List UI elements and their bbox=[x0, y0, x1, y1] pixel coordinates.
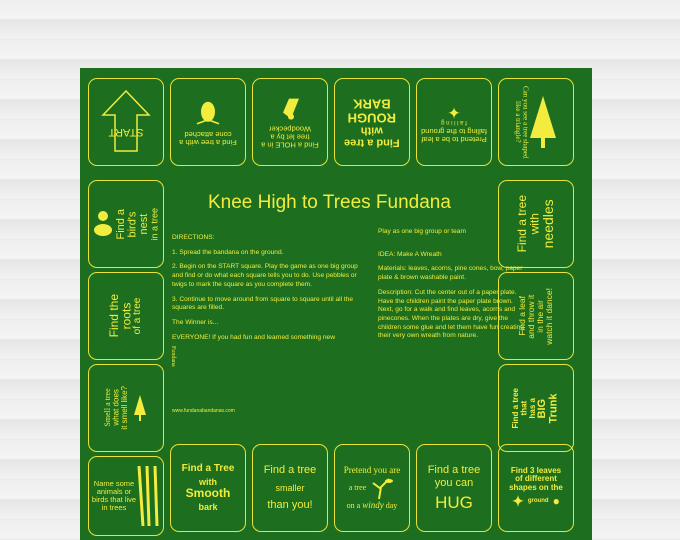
smooth-line2: with bbox=[198, 476, 217, 487]
hug-line1: Find a tree bbox=[427, 463, 481, 476]
leaf-dance-line4: watch it dance! bbox=[543, 287, 554, 345]
fundana-brand: Fundana bbox=[170, 346, 176, 367]
animals-text: Name some animals or birds that live in trees bbox=[91, 479, 137, 512]
acorn-icon: ● bbox=[552, 494, 560, 509]
triangle-tree-icon bbox=[528, 94, 558, 150]
square-triangle[interactable] bbox=[498, 78, 574, 166]
maple-leaf-icon: ✦ bbox=[512, 493, 524, 510]
hug-line3: HUG bbox=[435, 492, 473, 512]
hug-line2: you can bbox=[434, 477, 474, 490]
idea-heading: IDEA: Make A Wreath bbox=[378, 250, 442, 258]
rough-bark-line3: ROUGH bbox=[347, 110, 397, 126]
falling-text: f a l l i n g bbox=[441, 118, 467, 125]
square-big-trunk[interactable] bbox=[498, 364, 574, 452]
leaf-dance-line3: in the air bbox=[535, 299, 545, 333]
directions-winner: The Winner is... bbox=[172, 318, 219, 326]
leaf-fall-text: Pretend to be a leaf falling to the ground bbox=[421, 126, 487, 144]
woodpecker-text: Find a HOLE in a tree let by a Woodpecker bbox=[261, 125, 319, 150]
bird-nest-line4: in a tree bbox=[149, 207, 160, 241]
roots-line1: Find the bbox=[107, 294, 122, 338]
smooth-line1: Find a Tree bbox=[181, 463, 235, 475]
leaves3-line1: Find 3 leaves bbox=[510, 466, 562, 476]
square-smaller[interactable] bbox=[252, 444, 328, 532]
roots-line2: roots bbox=[119, 302, 134, 330]
small-tree-icon bbox=[132, 393, 148, 423]
windy-line3: on a bbox=[346, 501, 361, 510]
square-hug[interactable] bbox=[416, 444, 492, 532]
rough-bark-line4: BARK bbox=[353, 96, 391, 112]
directions-heading: DIRECTIONS: bbox=[172, 234, 215, 241]
square-windy[interactable] bbox=[334, 444, 410, 532]
idea-materials: Materials: leaves, acorns, pine cones, bow, paper plate & brown washable paint. bbox=[378, 265, 523, 282]
trunk-line1: Find a tree bbox=[510, 387, 520, 429]
bird-nest-line3: nest bbox=[138, 213, 151, 235]
rough-bark-line1: Find a tree bbox=[344, 136, 400, 149]
square-three-leaves[interactable] bbox=[498, 444, 574, 532]
square-cone[interactable] bbox=[170, 78, 246, 166]
idea-play: Play as one big group or team bbox=[378, 228, 466, 235]
rough-bark-line2: with bbox=[361, 124, 383, 137]
bird-nest-line1: Find a bbox=[114, 208, 127, 240]
square-bird-nest[interactable] bbox=[88, 180, 164, 268]
smaller-line1: Find a tree bbox=[263, 463, 317, 476]
trunk-line3: has a bbox=[527, 397, 537, 419]
idea-block bbox=[378, 228, 528, 347]
leaves3-line2: of different bbox=[515, 474, 557, 484]
directions-step2: 2. Begin on the START square. Play the game as one big group and find or do what each square tells you to do. Use pebbles or twigs to mark the square as you complete them. bbox=[172, 263, 358, 288]
needles-line1: Find a tree bbox=[515, 195, 530, 253]
square-start[interactable] bbox=[88, 78, 164, 166]
woodpecker-icon bbox=[275, 95, 305, 123]
bird-nest-icon bbox=[92, 204, 114, 244]
idea-description: Description: Cut the center out of a paper plate. Have the children paint the paper plate brown. Next, go for a walk and find leaves, acorns and pinecones. When the plates are dry, give the children some glue and let them have fun creating their very own wreath from nature. bbox=[378, 288, 524, 340]
windy-line5: day bbox=[385, 501, 398, 510]
square-rough-bark[interactable] bbox=[334, 78, 410, 166]
square-smell[interactable] bbox=[88, 364, 164, 452]
start-arrow-icon bbox=[93, 85, 159, 159]
website-text: www.fundanabandanas.com bbox=[172, 408, 235, 414]
windy-line1: Pretend you are bbox=[343, 464, 401, 475]
directions-step1: 1. Spread the bandana on the ground. bbox=[172, 248, 284, 256]
leaves3-line4: ground bbox=[527, 498, 549, 505]
windy-line4: windy bbox=[362, 500, 384, 510]
smell-line3: it smell like? bbox=[120, 386, 130, 430]
windy-line2: a tree bbox=[348, 482, 367, 492]
bandana-title: Knee High to Trees Fundana bbox=[208, 192, 451, 213]
leaf-dance-line1: Find a leaf bbox=[517, 296, 528, 336]
maple-leaf-icon: ✦ bbox=[447, 102, 461, 120]
windy-tree-icon bbox=[369, 475, 395, 501]
needles-line3: needles bbox=[540, 199, 557, 249]
smooth-line4: bark bbox=[198, 501, 218, 512]
needles-line2: with bbox=[527, 213, 542, 235]
smell-line1: Smell a tree bbox=[103, 388, 113, 428]
trunk-line4: BIG bbox=[536, 398, 549, 418]
directions-everyone: EVERYONE! If you had fun and learned something new bbox=[172, 333, 335, 341]
trunk-line2: that bbox=[519, 400, 529, 416]
square-roots[interactable] bbox=[88, 272, 164, 360]
directions-step3: 3. Continue to move around from square to square until all the squares are filled. bbox=[172, 295, 354, 312]
cone-text: Find a tree with a cone attached bbox=[179, 130, 237, 147]
trunk-line5: Trunk bbox=[547, 393, 560, 423]
square-leaf-fall[interactable] bbox=[416, 78, 492, 166]
smaller-line2: smaller bbox=[275, 483, 305, 494]
leaf-dance-line2: and throw it bbox=[526, 294, 537, 338]
leaves3-line3: shapes on the bbox=[509, 482, 563, 492]
directions-block bbox=[172, 234, 362, 348]
square-smooth-bark[interactable] bbox=[170, 444, 246, 532]
smell-line2: what does bbox=[111, 389, 121, 427]
start-label: START bbox=[108, 126, 144, 138]
roots-line3: of a tree bbox=[132, 297, 144, 335]
bird-nest-line2: bird's bbox=[126, 211, 139, 237]
pinecone-icon bbox=[193, 98, 223, 128]
smooth-line3: Smooth bbox=[185, 485, 231, 500]
square-animals[interactable] bbox=[88, 456, 164, 536]
animals-trees-icon bbox=[137, 466, 161, 526]
triangle-text: Can you see a tree shaped like a triangle? bbox=[514, 85, 530, 159]
square-woodpecker[interactable] bbox=[252, 78, 328, 166]
smaller-line3: than you! bbox=[267, 498, 313, 511]
